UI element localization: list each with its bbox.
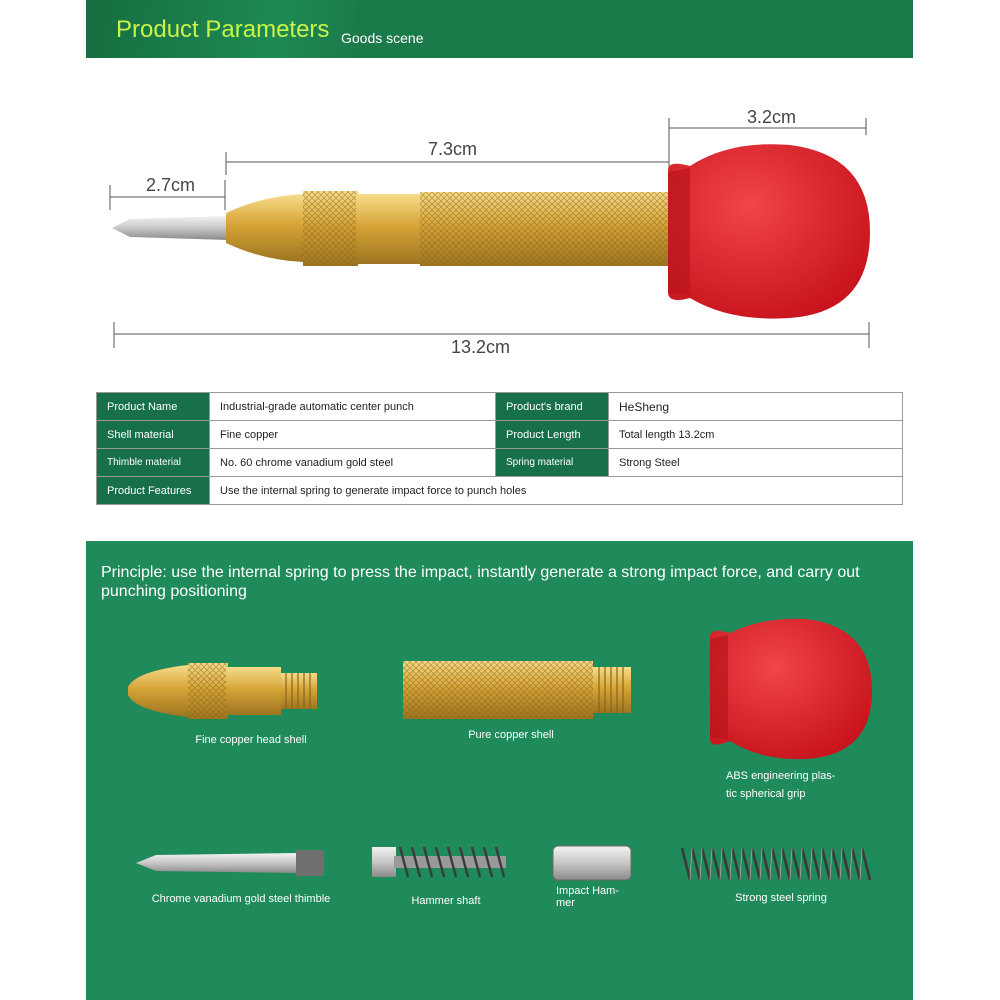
spec-label-features: Product Features <box>97 477 210 505</box>
spec-value-brand: HeSheng <box>609 393 903 421</box>
steel-spring-image <box>678 844 873 884</box>
spec-value-length: Total length 13.2cm <box>609 421 903 449</box>
table-row <box>97 449 903 477</box>
spec-value-features: Use the internal spring to generate impact force to punch holes <box>210 477 903 505</box>
pure-shell-image <box>401 659 633 721</box>
principle-panel <box>86 541 913 1000</box>
part-label-impact-hammer <box>556 885 636 909</box>
dim-tip-label: 2.7cm <box>146 175 196 195</box>
page-title: Product Parameters <box>116 16 330 43</box>
spec-table <box>96 392 903 505</box>
spec-label-length: Product Length <box>496 421 609 449</box>
table-row <box>97 477 903 505</box>
part-label-thimble: Chrome vanadium gold steel thimble <box>151 893 331 905</box>
spec-value-thimble: No. 60 chrome vanadium gold steel <box>210 449 496 477</box>
product-dimension-diagram <box>0 0 1000 380</box>
hammer-shaft-image <box>370 841 510 883</box>
part-label-pure-shell: Pure copper shell <box>468 729 554 741</box>
spec-label-shell: Shell material <box>97 421 210 449</box>
part-label-head-shell: Fine copper head shell <box>195 734 307 746</box>
part-label-hammer-shaft: Hammer shaft <box>411 895 481 907</box>
spec-value-spring: Strong Steel <box>609 449 903 477</box>
dim-body-label: 7.3cm <box>428 139 478 159</box>
table-row <box>97 393 903 421</box>
part-label-grip-line2: tic spherical grip <box>726 788 806 800</box>
spec-label-spring: Spring material <box>496 449 609 477</box>
spec-label-brand: Product's brand <box>496 393 609 421</box>
spec-value-product-name: Industrial-grade automatic center punch <box>210 393 496 421</box>
part-label-impact-line2: mer <box>556 897 575 909</box>
impact-hammer-image <box>551 844 633 882</box>
part-label-grip-line1: ABS engineering plas- <box>726 770 836 782</box>
spec-value-shell: Fine copper <box>210 421 496 449</box>
principle-text: Principle: use the internal spring to press the impact, instantly generate a strong impact force, and carry out punching positioning <box>101 564 860 600</box>
part-label-impact-line1: Impact Ham- <box>556 885 619 897</box>
dim-grip-label: 3.2cm <box>747 107 797 127</box>
spec-label-product-name: Product Name <box>97 393 210 421</box>
table-row <box>97 421 903 449</box>
grip-ball-image <box>706 617 876 763</box>
thimble-image <box>134 847 329 879</box>
part-label-grip <box>726 767 866 803</box>
part-label-spring: Strong steel spring <box>735 892 827 904</box>
spec-label-thimble: Thimble material <box>97 449 210 477</box>
page-subtitle: Goods scene <box>341 30 424 46</box>
head-shell-image <box>126 661 321 721</box>
dim-total-label: 13.2cm <box>451 337 511 357</box>
